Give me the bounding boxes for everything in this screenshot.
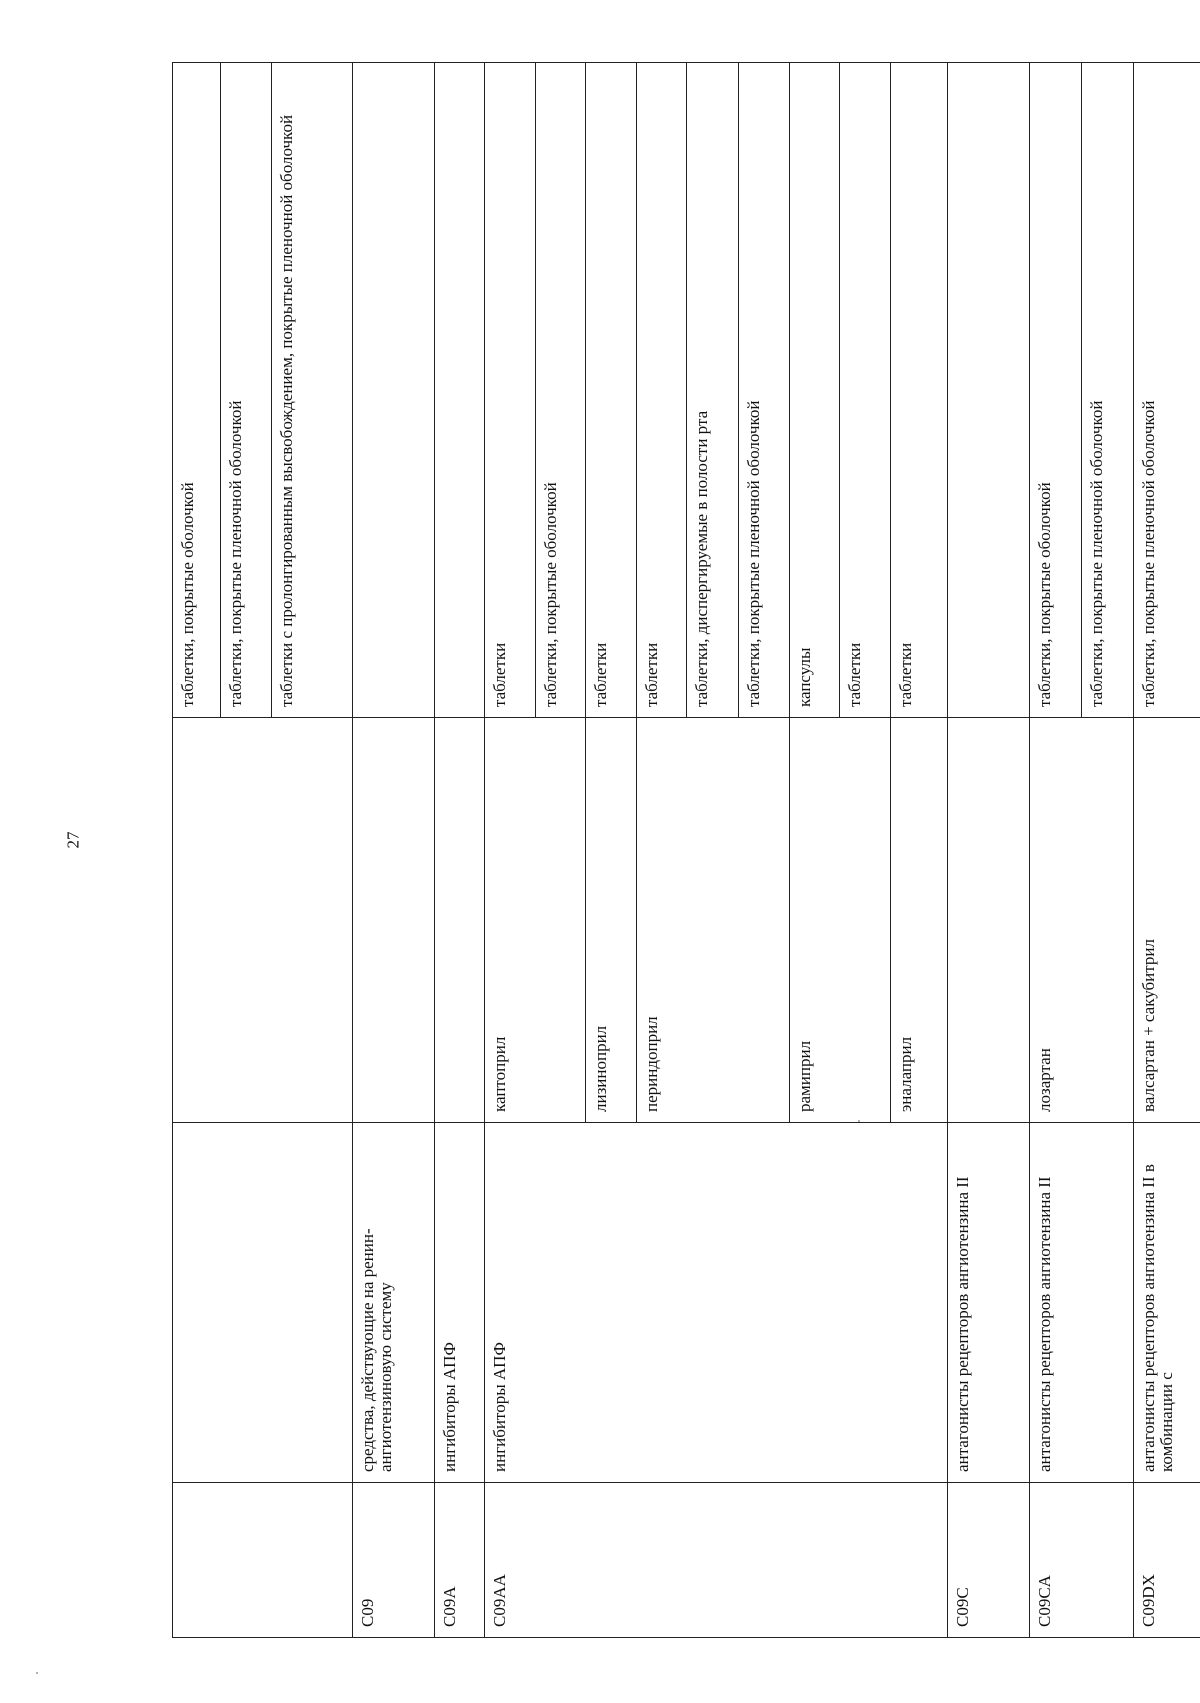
drug-name-cell (435, 718, 485, 1123)
drug-name-cell (353, 718, 435, 1123)
atc-code-cell: C09CA (1030, 1483, 1134, 1638)
dosage-form-cell: таблетки, покрытые пленочной оболочкой (221, 63, 272, 718)
table-row (1134, 63, 1200, 1638)
rotated-table-wrapper (172, 63, 1200, 1638)
group-name-cell: ингибиторы АПФ (484, 1123, 947, 1483)
drug-name-cell (173, 718, 353, 1123)
table-row (484, 63, 535, 1638)
dosage-form-cell (947, 63, 1029, 718)
group-name-cell (173, 1123, 353, 1483)
table-row (353, 63, 435, 1638)
group-name-cell: антагонисты рецепторов ангиотензина II (947, 1123, 1029, 1483)
drug-name-cell: эналаприл (891, 718, 948, 1123)
dosage-form-cell: таблетки (637, 63, 687, 718)
dosage-form-cell: капсулы (789, 63, 840, 718)
table-row (1030, 63, 1082, 1638)
dosage-form-cell: таблетки (586, 63, 637, 718)
drug-name-cell: валсартан + сакубитрил (1134, 718, 1200, 1123)
drug-name-cell: лизиноприл (586, 718, 637, 1123)
drug-name-cell: рамиприл (789, 718, 891, 1123)
drug-name-cell: периндоприл (637, 718, 789, 1123)
group-name-cell: ингибиторы АПФ (435, 1123, 485, 1483)
dosage-form-cell: таблетки, покрытые оболочкой (535, 63, 586, 718)
dosage-form-cell: таблетки (484, 63, 535, 718)
dosage-form-cell: таблетки (891, 63, 948, 718)
group-name-cell: средства, действующие на ренин-ангиотензиновую систему (353, 1123, 435, 1483)
atc-code-cell: C09AA (484, 1483, 947, 1638)
drug-name-cell: лозартан (1030, 718, 1134, 1123)
group-name-cell: антагонисты рецепторов ангиотензина II в комбинации с (1134, 1123, 1200, 1483)
dosage-form-cell: таблетки, покрытые оболочкой (1030, 63, 1082, 718)
table-row (173, 63, 221, 1638)
dosage-form-cell: таблетки, покрытые пленочной оболочкой (1134, 63, 1200, 718)
drug-name-cell: каптоприл (484, 718, 586, 1123)
scan-speck (36, 1672, 38, 1674)
group-name-cell: антагонисты рецепторов ангиотензина II (1030, 1123, 1134, 1483)
atc-code-cell: C09DX (1134, 1483, 1200, 1638)
dosage-form-cell: таблетки (840, 63, 891, 718)
atc-code-cell: C09C (947, 1483, 1029, 1638)
page-number: 27 (63, 831, 83, 849)
dosage-form-cell: таблетки, диспергируемые в полости рта (686, 63, 738, 718)
dosage-form-cell: таблетки с пролонгированным высвобождением, покрытые пленочной оболочкой (272, 63, 353, 718)
dosage-form-cell: таблетки, покрытые оболочкой (173, 63, 221, 718)
atc-code-cell: C09 (353, 1483, 435, 1638)
medicines-table (172, 62, 1200, 1638)
dosage-form-cell: таблетки, покрытые пленочной оболочкой (738, 63, 789, 718)
dosage-form-cell: таблетки, покрытые пленочной оболочкой (1082, 63, 1134, 718)
atc-code-cell: C09A (435, 1483, 485, 1638)
atc-code-cell (173, 1483, 353, 1638)
dosage-form-cell (353, 63, 435, 718)
table-row (435, 63, 485, 1638)
drug-name-cell (947, 718, 1029, 1123)
dosage-form-cell (435, 63, 485, 718)
table-row (947, 63, 1029, 1638)
